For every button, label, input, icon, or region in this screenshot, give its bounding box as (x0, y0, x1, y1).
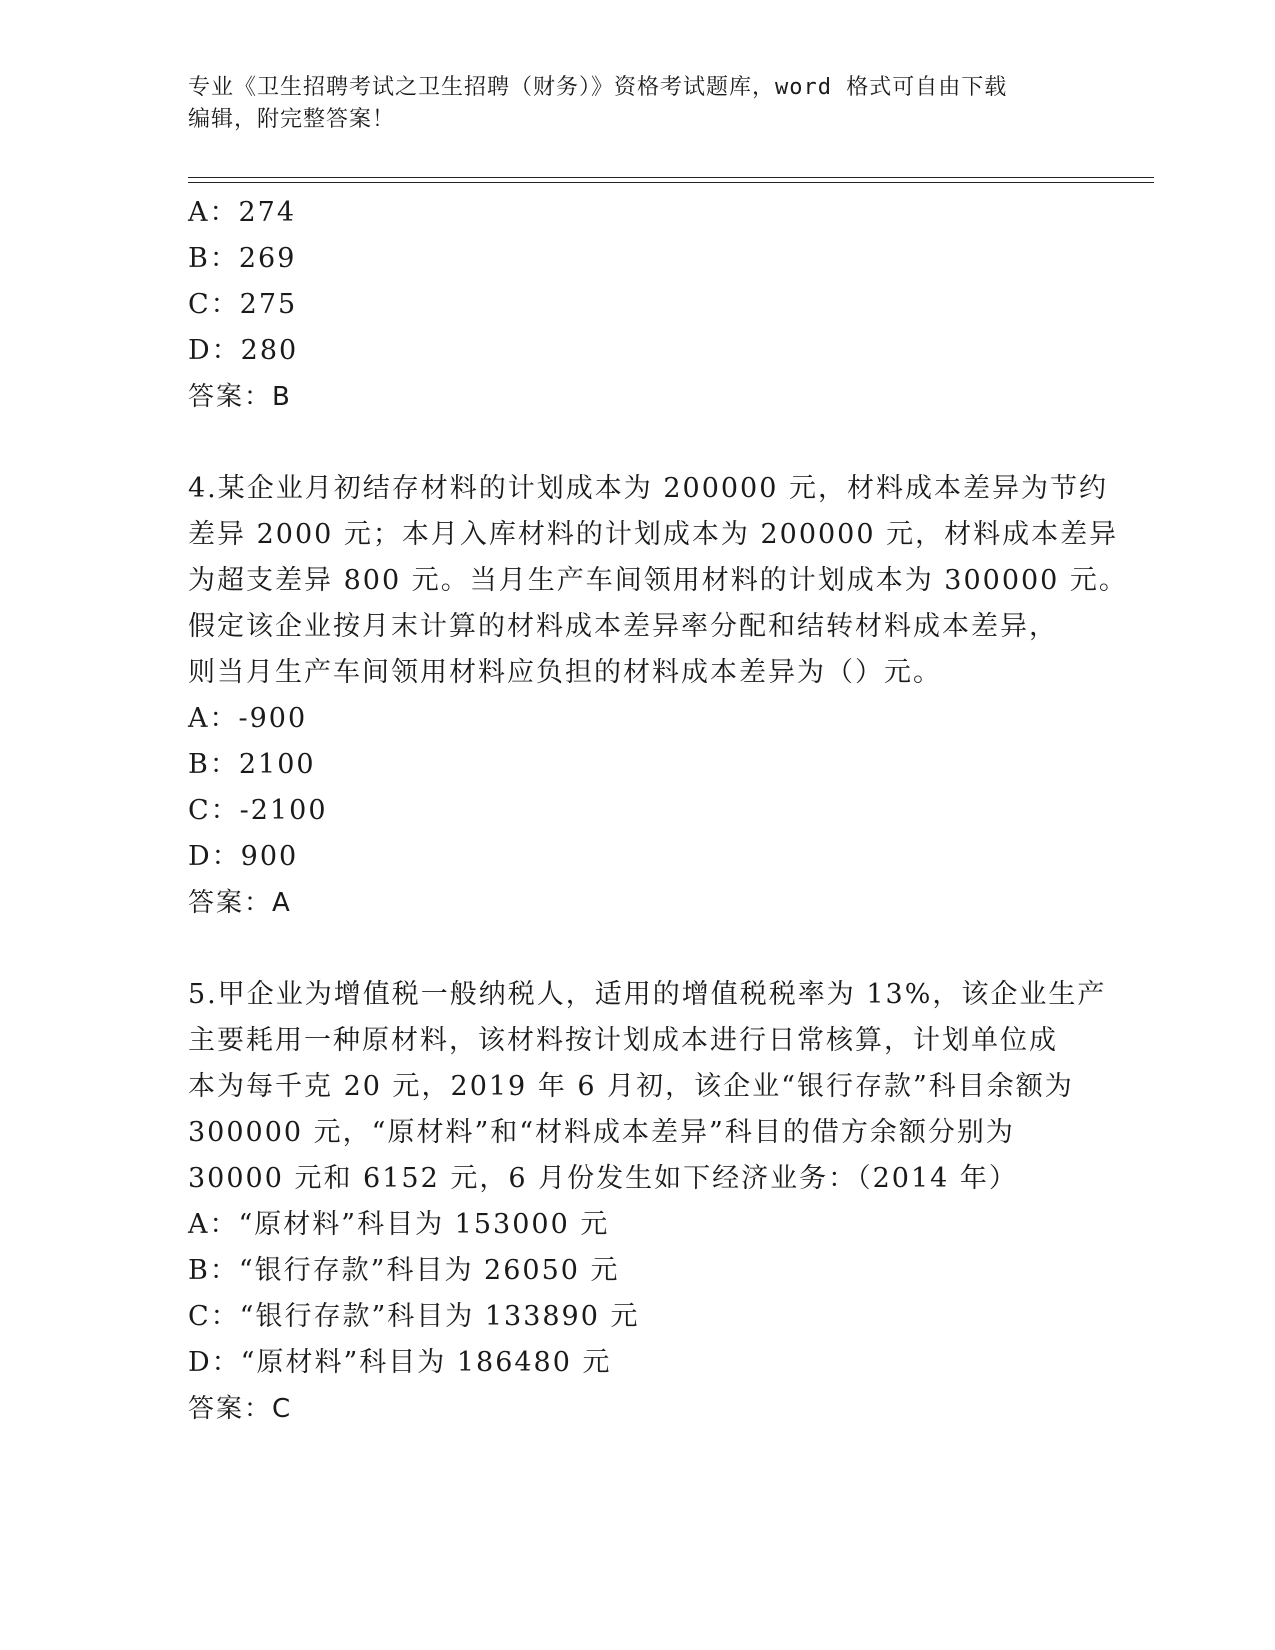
question-text-line: 本为每千克 20 元，2019 年 6 月初，该企业“银行存款”科目余额为 (188, 1071, 1074, 1102)
option-d: D：280 (188, 335, 299, 366)
question-4 (188, 466, 1128, 926)
option-a: A：“原材料”科目为 153000 元 (188, 1209, 610, 1240)
question-3 (188, 190, 1088, 420)
question-text-line: 假定该企业按月末计算的材料成本差异率分配和结转材料成本差异， (188, 611, 1058, 642)
header-divider-bottom (188, 182, 1154, 183)
question-text-line: 5.甲企业为增值税一般纳税人，适用的增值税税率为 13%，该企业生产 (188, 979, 1107, 1010)
option-c: C：275 (188, 289, 298, 320)
option-d: D：900 (188, 841, 299, 872)
option-d: D：“原材料”科目为 186480 元 (188, 1347, 612, 1378)
option-b: B：“银行存款”科目为 26050 元 (188, 1255, 620, 1286)
question-5 (188, 972, 1107, 1432)
question-text-line: 主要耗用一种原材料，该材料按计划成本进行日常核算，计划单位成 (188, 1025, 1058, 1056)
question-text-line: 30000 元和 6152 元，6 月份发生如下经济业务：（2014 年） (188, 1163, 1018, 1194)
answer-line: 答案：B (188, 382, 292, 412)
option-a: A：274 (188, 197, 297, 228)
question-text-line: 则当月生产车间领用材料应负担的材料成本差异为（）元。 (188, 657, 942, 688)
header-divider-top (188, 177, 1154, 178)
question-text-line: 为超支差异 800 元。当月生产车间领用材料的计划成本为 300000 元。 (188, 565, 1128, 596)
option-b: B：269 (188, 243, 297, 274)
question-text-line: 4.某企业月初结存材料的计划成本为 200000 元，材料成本差异为节约 (188, 473, 1108, 504)
answer-line: 答案：A (188, 888, 292, 918)
document-header (188, 72, 1088, 136)
question-text-line: 300000 元，“原材料”和“材料成本差异”科目的借方余额分别为 (188, 1117, 1015, 1148)
answer-line: 答案：C (188, 1394, 293, 1424)
spacer (188, 926, 1088, 972)
option-c: C：-2100 (188, 795, 328, 826)
option-a: A：-900 (188, 703, 308, 734)
header-line-2: 编辑，附完整答案！ (188, 107, 396, 132)
document-body (188, 190, 1128, 1432)
header-line-1: 专业《卫生招聘考试之卫生招聘（财务）》资格考试题库，word 格式可自由下载 (188, 75, 1008, 100)
question-text-line: 差异 2000 元；本月入库材料的计划成本为 200000 元，材料成本差异 (188, 519, 1119, 550)
option-c: C：“银行存款”科目为 133890 元 (188, 1301, 640, 1332)
spacer (188, 420, 1088, 466)
option-b: B：2100 (188, 749, 316, 780)
